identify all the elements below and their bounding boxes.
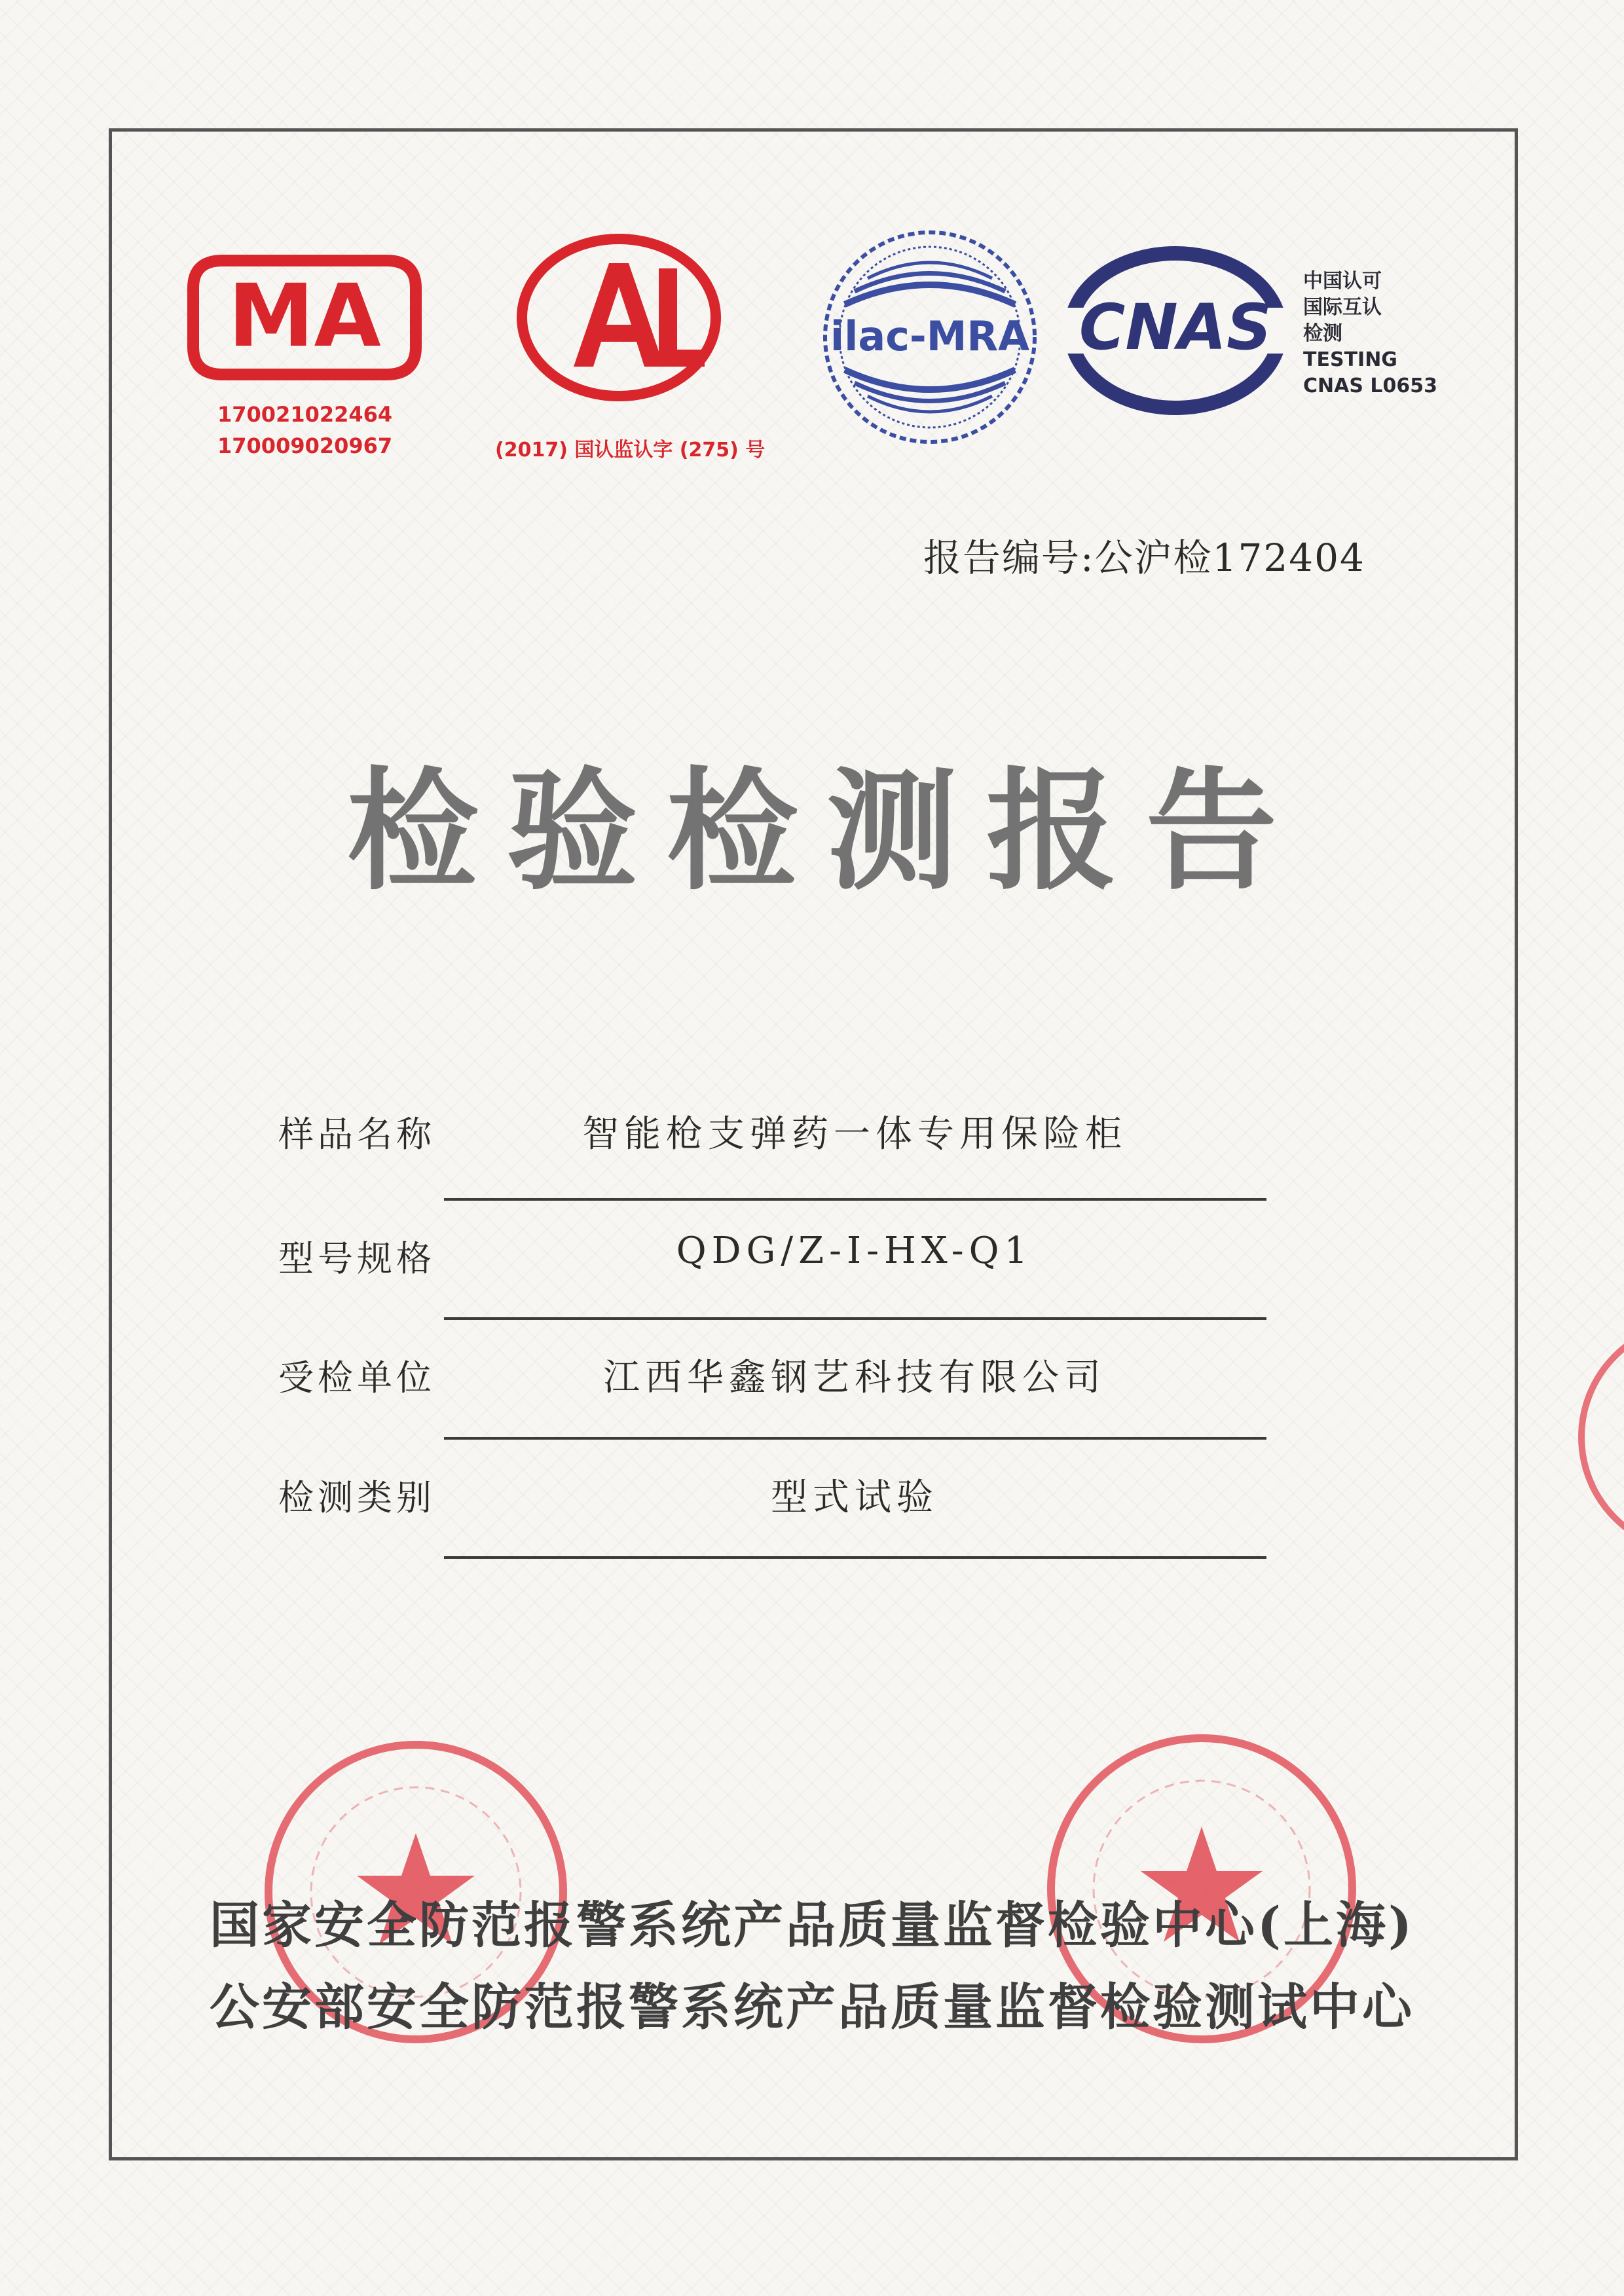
cma-code-1: 170021022464 xyxy=(217,402,393,427)
cnas-logo-text: CNAS xyxy=(1079,291,1272,364)
cal-logo-text: AL xyxy=(618,399,619,400)
cal-logo-icon xyxy=(511,229,727,406)
cnas-side-line: 中国认可 xyxy=(1303,270,1382,293)
cma-logo-icon xyxy=(183,249,426,386)
cnas-logo-icon xyxy=(1061,246,1290,416)
field-underline xyxy=(444,1198,1266,1201)
field-label-model: 型号规格 xyxy=(278,1238,435,1279)
ilac-mra-logo-text: ilac-MRA xyxy=(830,312,1030,360)
field-value-sample-name: 智能枪支弹药一体专用保险柜 xyxy=(582,1113,1127,1156)
cnas-side-line: 国际互认 xyxy=(1303,296,1382,319)
ilac-mra-logo-icon xyxy=(819,226,1041,448)
cnas-side-text xyxy=(1303,268,1500,399)
cma-code-2: 170009020967 xyxy=(217,433,393,458)
field-value-model: QDG/Z-Ⅰ-HX-Q1 xyxy=(676,1230,1033,1272)
field-underline xyxy=(444,1317,1266,1320)
field-label-test-type: 检测类别 xyxy=(278,1477,435,1518)
issuer-line-2: 公安部安全防范报警系统产品质量监督检验测试中心 xyxy=(210,1978,1414,2036)
report-number: 报告编号:公沪检172404 xyxy=(923,536,1365,580)
cnas-side-line: TESTING xyxy=(1303,348,1397,371)
field-value-test-type: 型式试验 xyxy=(771,1476,938,1519)
edge-seal-icon xyxy=(1572,1316,1624,1558)
cnas-side-line: 检测 xyxy=(1303,322,1342,345)
cnas-side-line: CNAS L0653 xyxy=(1303,374,1438,397)
field-label-sample-name: 样品名称 xyxy=(278,1114,435,1155)
field-underline xyxy=(444,1556,1266,1559)
field-underline xyxy=(444,1437,1266,1440)
field-value-client: 江西华鑫钢艺科技有限公司 xyxy=(603,1357,1106,1399)
cma-logo-text: MA xyxy=(228,266,381,367)
cal-code: (2017) 国认监认字 (275) 号 xyxy=(495,439,766,462)
field-label-client: 受检单位 xyxy=(278,1357,435,1398)
report-title: 检验检测报告 xyxy=(346,754,1306,908)
issuer-line-1: 国家安全防范报警系统产品质量监督检验中心(上海) xyxy=(210,1896,1414,1954)
